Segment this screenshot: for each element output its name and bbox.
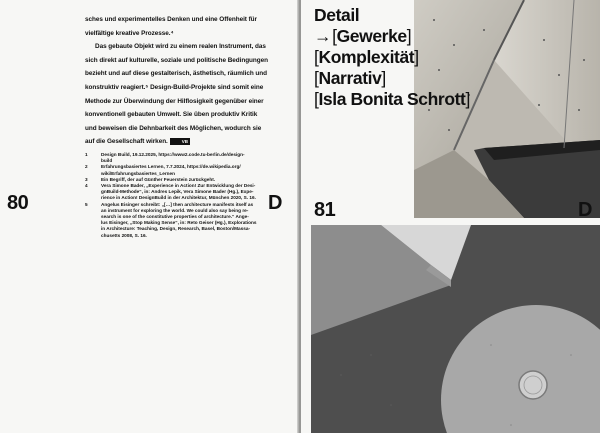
detail-heading-block bbox=[314, 5, 514, 110]
footnote-number: 4 bbox=[85, 183, 88, 189]
paragraph-2-text: Das gebaute Objekt wird zu einem realen Instrument, das sich direkt auf kulturelle, soziale und politische Bedingungen bezieht und auf diese gestalterisch, ästhetisch, räumlich und konstruktiv reagiert.⁵ Design-Build-Projekte sind somit eine Methode zur Überwindung der Hilflosigkeit gegenüber einer konventionell gebauten Umwelt. Sie üben produktiv Kritik und beweisen die Dehnbarkeit des Möglichen, wodurch sie auf die Gesellschaft wirken. bbox=[85, 43, 268, 146]
item-label: Komplexität bbox=[318, 47, 415, 67]
end-mark: VB bbox=[170, 138, 190, 145]
item-label: Gewerke bbox=[336, 26, 407, 46]
footnote bbox=[85, 202, 271, 239]
right-page bbox=[301, 0, 600, 433]
list-item bbox=[314, 89, 514, 110]
bracket-open: [ bbox=[332, 26, 337, 46]
section-letter-left: D bbox=[268, 192, 282, 214]
footnote-number: 1 bbox=[85, 152, 88, 157]
heading: Detail bbox=[314, 5, 360, 25]
detail-photo-floor bbox=[311, 225, 600, 433]
footnote bbox=[85, 183, 271, 202]
bracket-close: ] bbox=[465, 89, 470, 109]
footnote-text: Vera Simone Bader, „Experience in Action! Zur Entwicklung der Desi- gnBuild-Methode“, in: Andres Lepik, Vera Simone Bader (Hg.), Expe- rience in Action! DesignBuild in der Architektur, München 2020, S. 16. bbox=[101, 183, 256, 201]
footnote bbox=[85, 152, 271, 164]
page-number-left: 80 bbox=[7, 192, 29, 214]
bracket-close: ] bbox=[414, 47, 419, 67]
bracket-open: [ bbox=[314, 68, 319, 88]
footnote-number: 2 bbox=[85, 164, 88, 170]
footnote-text: Ein Begriff, der auf Günther Feuerstein zurückgeht. bbox=[101, 176, 216, 182]
bracket-open: [ bbox=[314, 89, 319, 109]
left-page bbox=[0, 0, 299, 433]
bracket-open: [ bbox=[314, 47, 319, 67]
bracket-close: ] bbox=[381, 68, 386, 88]
arrow-right-icon: → bbox=[314, 26, 332, 46]
bracket-close: ] bbox=[406, 26, 412, 46]
list-item bbox=[314, 47, 514, 68]
footnote-number: 3 bbox=[85, 176, 88, 182]
page-number-right: 81 bbox=[314, 199, 336, 221]
footnote-text: Design Build, 19.12.2025, https://www2.code.tu-berlin.de/design- build bbox=[101, 152, 245, 164]
section-letter-right: D bbox=[578, 199, 592, 221]
footnotes bbox=[85, 152, 271, 239]
paragraph-2 bbox=[85, 40, 268, 149]
item-label: Narrativ bbox=[318, 68, 382, 88]
footnote bbox=[85, 164, 271, 176]
paragraph-1: sches und experimentelles Denken und eine Offenheit für vielfältige kreative Prozesse.⁴ bbox=[85, 16, 257, 37]
footnote-text: Erfahrungsbasiertes Lernen, 7.7.2024, https://de.wikipedia.org/ wiki/Erfahrungsbasiertes_Lernen bbox=[101, 164, 241, 176]
footnote-text: Angelus Eisinger schreibt: „[…] then architecture manifests itself as an instrument for exploring the world. We could also say being re- search is one of the constitutive properties of architecture.“ Ange- lus Eisinger, „Stop Making Sense“, in: Reto Geiser (Hg.), Explorations in Architecture: Teaching, Design, Research, Basel, Boston/Massa- chusetts 2008, S. 16. bbox=[101, 201, 257, 238]
item-label: Isla Bonita Schrott bbox=[318, 89, 466, 109]
list-item bbox=[314, 68, 514, 89]
footnote-number: 5 bbox=[85, 201, 88, 207]
body-text bbox=[85, 13, 268, 149]
list-item bbox=[314, 26, 514, 47]
